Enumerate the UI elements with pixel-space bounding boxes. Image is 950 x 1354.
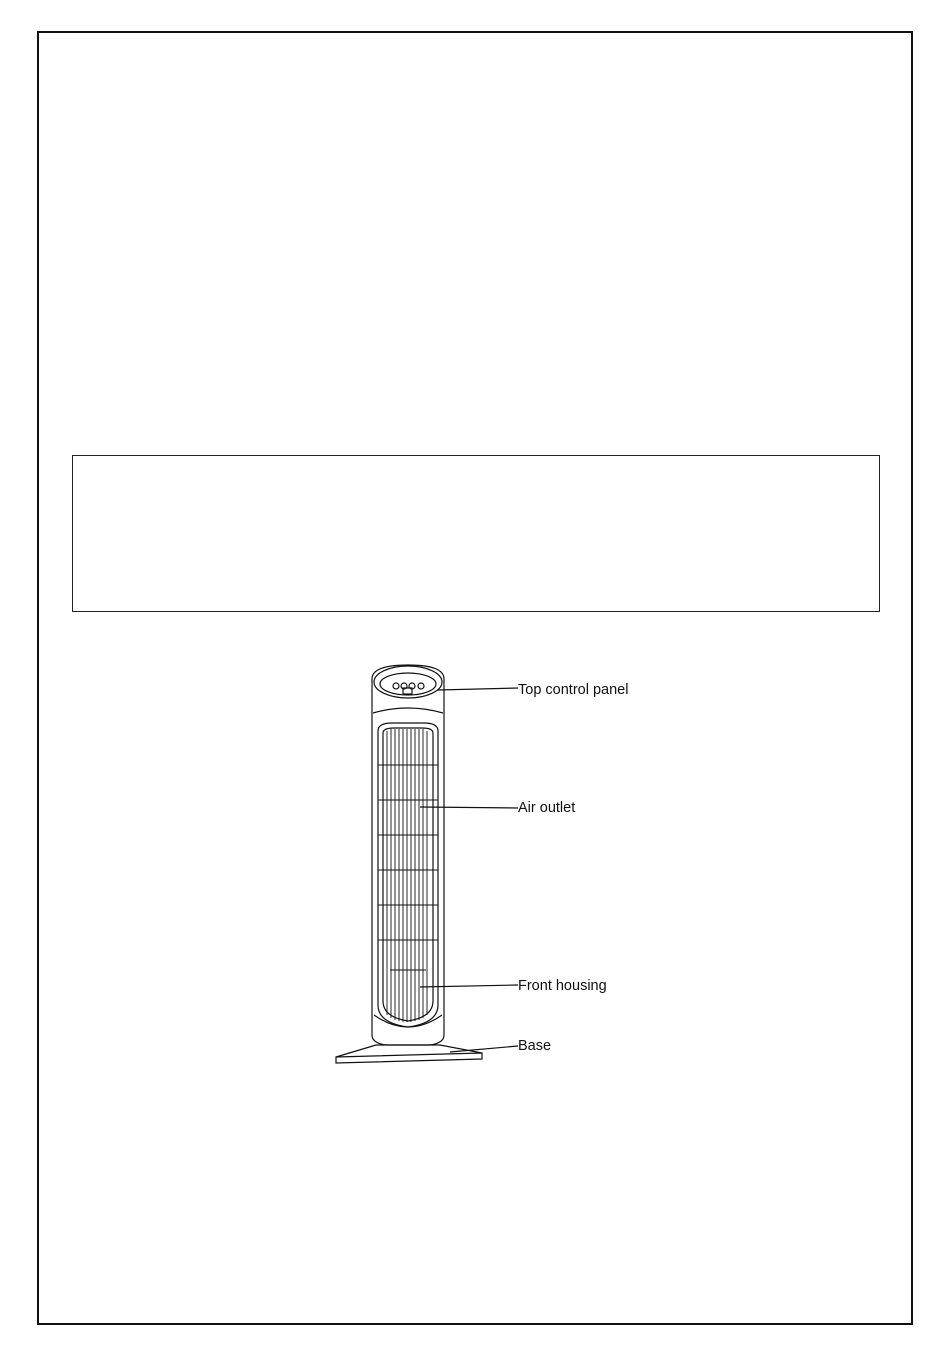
grille-slats [387,729,427,1022]
leader-front-housing [420,985,518,987]
empty-notice-box [72,455,880,612]
top-cap [374,666,442,698]
control-button-1 [393,683,399,689]
outlet-frame-inner [383,728,433,1021]
base-left [336,1045,376,1057]
tower-fan-drawing [320,655,660,1075]
label-base: Base [518,1038,552,1054]
base-plate [336,1053,482,1063]
leader-top-control [438,688,518,690]
label-air-outlet: Air outlet [518,800,576,816]
label-front-housing: Front housing [518,978,607,994]
control-button-4 [418,683,424,689]
shoulder-line [373,708,443,713]
top-cap-inner [380,673,436,695]
tower-fan-diagram [320,655,660,1075]
leader-air-outlet [420,807,518,808]
label-top-control-panel: Top control panel [518,682,629,698]
base-top [376,1045,482,1053]
